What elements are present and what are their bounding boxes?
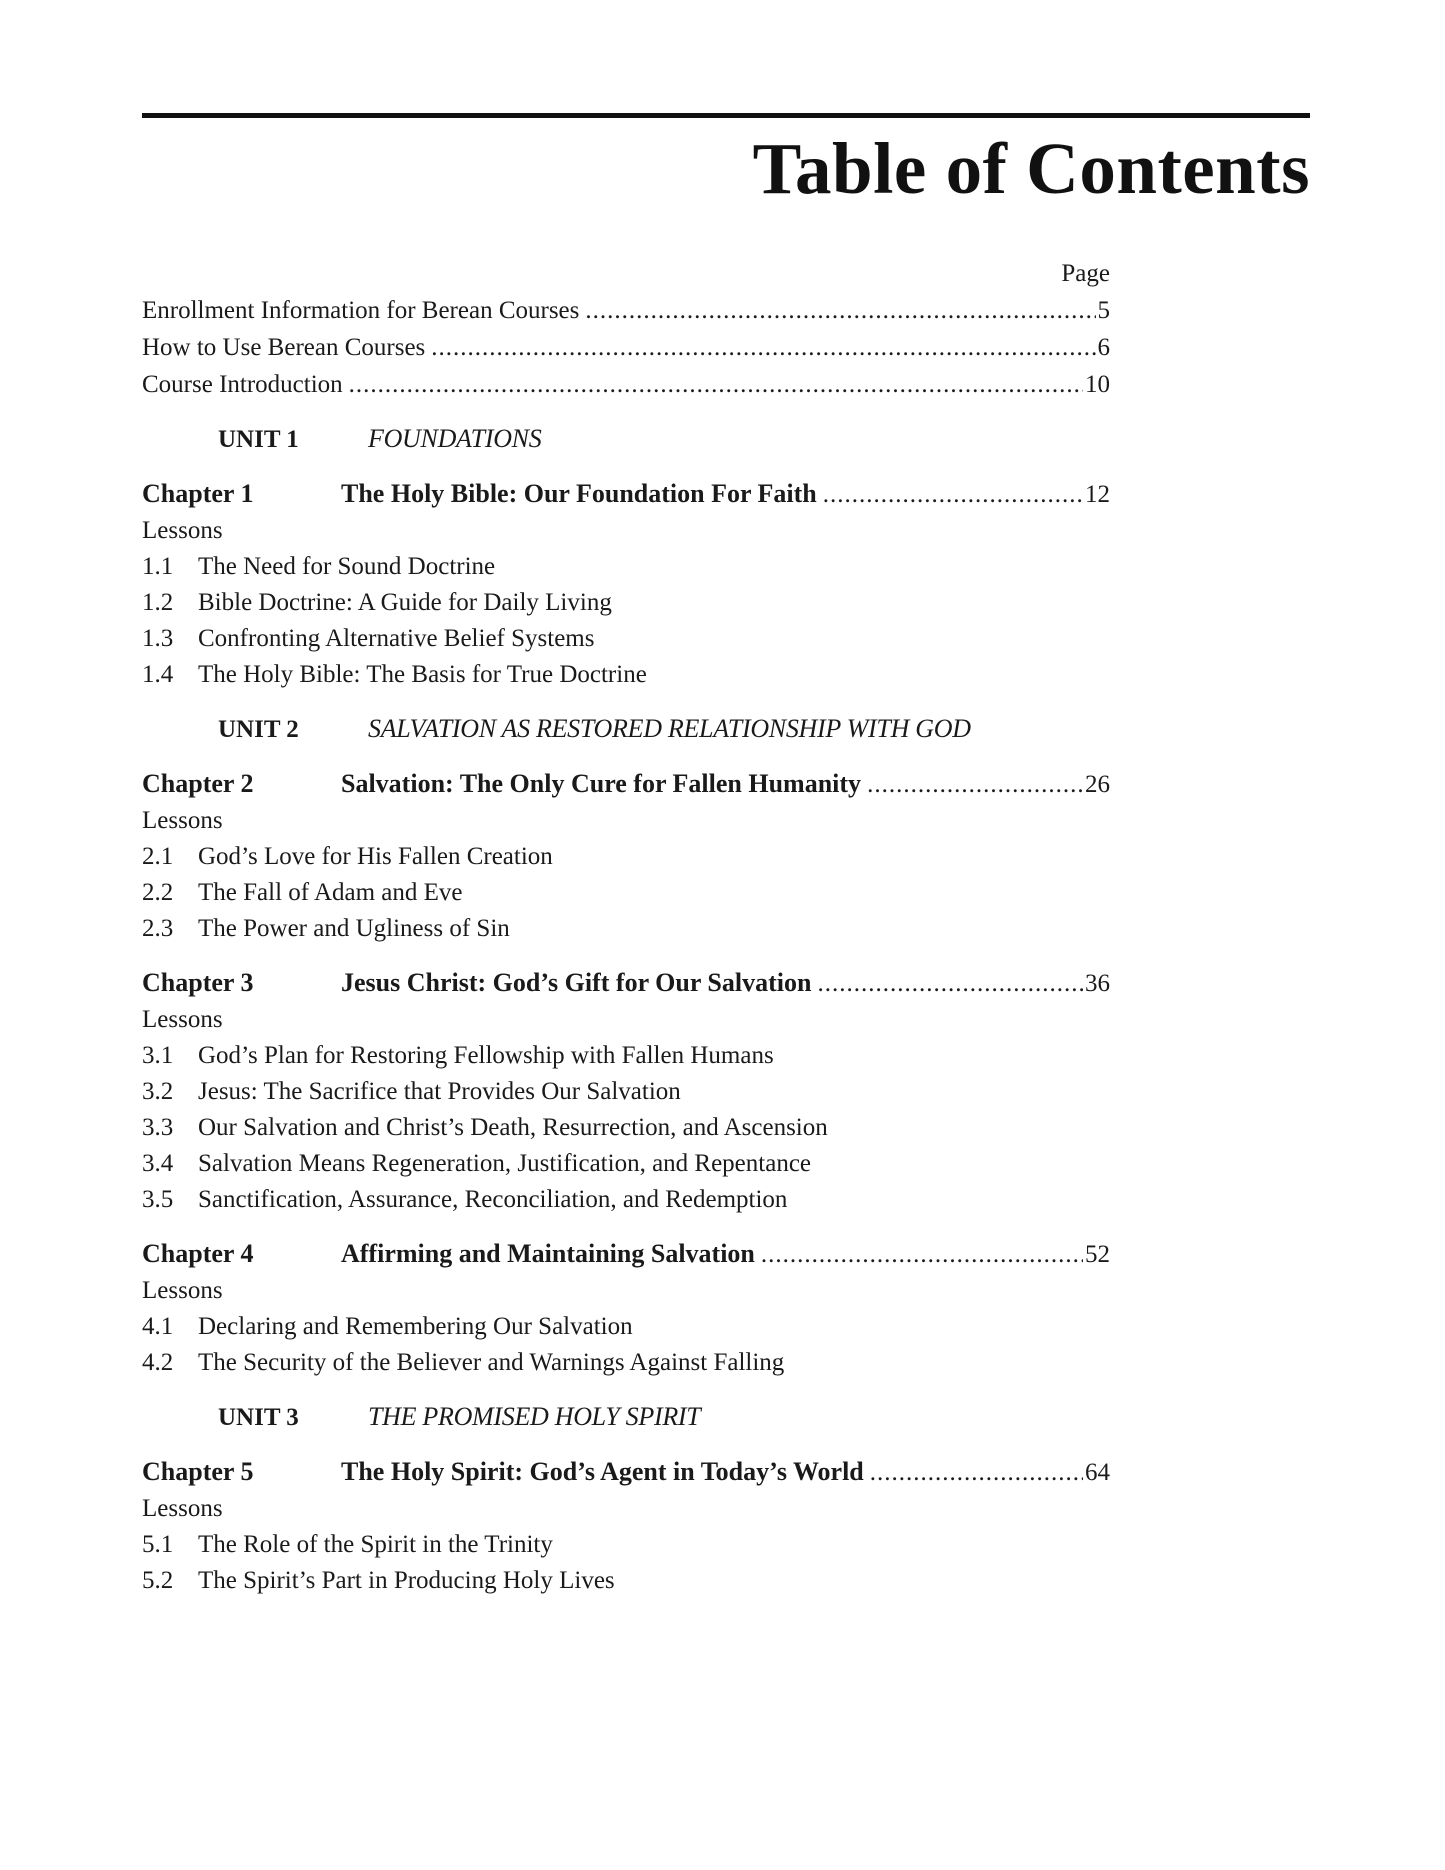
unit-heading xyxy=(142,710,1110,748)
dot-leader xyxy=(349,366,1083,403)
chapter-title: The Holy Bible: Our Foundation For Faith xyxy=(341,479,817,508)
lesson-number: 5.1 xyxy=(142,1531,174,1558)
lesson-title: Salvation Means Regeneration, Justification, and Repentance xyxy=(198,1150,812,1177)
lesson-title: God’s Plan for Restoring Fellowship with Fallen Humans xyxy=(198,1042,774,1069)
unit-number: UNIT 2 xyxy=(218,716,299,743)
lesson-number: 3.1 xyxy=(142,1042,174,1069)
lesson-title: Declaring and Remembering Our Salvation xyxy=(198,1313,633,1340)
lesson-item xyxy=(142,1074,1110,1110)
chapter-entry xyxy=(142,964,1110,1002)
chapter-page: 36 xyxy=(1085,970,1110,997)
lesson-item xyxy=(142,1182,1110,1218)
unit-name: SALVATION AS RESTORED RELATIONSHIP WITH GOD xyxy=(368,714,971,743)
chapter-number: Chapter 2 xyxy=(142,769,254,798)
lesson-title: The Holy Bible: The Basis for True Doctrine xyxy=(198,661,647,688)
top-rule xyxy=(142,113,1310,118)
chapter-page: 12 xyxy=(1085,481,1110,508)
toc-entry xyxy=(142,329,1110,366)
lesson-number: 3.5 xyxy=(142,1186,174,1213)
unit-name: FOUNDATIONS xyxy=(368,424,542,453)
chapter-number: Chapter 1 xyxy=(142,479,254,508)
dot-leader xyxy=(585,292,1095,329)
chapter-title: Affirming and Maintaining Salvation xyxy=(341,1239,755,1268)
table-of-contents xyxy=(142,256,1110,1599)
entry-label: How to Use Berean Courses xyxy=(142,334,426,361)
lesson-item xyxy=(142,1146,1110,1182)
lesson-title: Sanctification, Assurance, Reconciliation, and Redemption xyxy=(198,1186,788,1213)
lesson-item xyxy=(142,1110,1110,1146)
lesson-title: Jesus: The Sacrifice that Provides Our Salvation xyxy=(198,1078,681,1105)
lesson-number: 2.3 xyxy=(142,915,174,942)
lesson-title: The Power and Ugliness of Sin xyxy=(198,915,510,942)
lessons-label: Lessons xyxy=(142,517,223,544)
chapter-title: Jesus Christ: God’s Gift for Our Salvation xyxy=(341,968,812,997)
chapter-number: Chapter 5 xyxy=(142,1457,254,1486)
lessons-label: Lessons xyxy=(142,1495,223,1522)
lesson-title: The Security of the Believer and Warnings Against Falling xyxy=(198,1349,785,1376)
lesson-number: 5.2 xyxy=(142,1567,174,1594)
dot-leader xyxy=(817,965,1083,1003)
unit-name: THE PROMISED HOLY SPIRIT xyxy=(368,1402,701,1431)
unit-heading xyxy=(142,1398,1110,1436)
lesson-title: God’s Love for His Fallen Creation xyxy=(198,843,553,870)
toc-entry xyxy=(142,292,1110,329)
chapter-title: Salvation: The Only Cure for Fallen Humanity xyxy=(341,769,862,798)
dot-leader xyxy=(823,476,1083,514)
lesson-item xyxy=(142,1563,1110,1599)
lesson-number: 1.2 xyxy=(142,589,174,616)
lesson-item xyxy=(142,875,1110,911)
lesson-number: 4.2 xyxy=(142,1349,174,1376)
dot-leader xyxy=(431,329,1095,366)
lesson-item xyxy=(142,585,1110,621)
dot-leader xyxy=(867,766,1083,804)
chapter-number: Chapter 3 xyxy=(142,968,254,997)
lesson-item xyxy=(142,621,1110,657)
lessons-label: Lessons xyxy=(142,807,223,834)
lesson-number: 4.1 xyxy=(142,1313,174,1340)
entry-label: Course Introduction xyxy=(142,371,343,398)
lesson-title: The Spirit’s Part in Producing Holy Lives xyxy=(198,1567,615,1594)
page-title: Table of Contents xyxy=(752,128,1310,209)
lesson-number: 3.2 xyxy=(142,1078,174,1105)
lesson-title: The Fall of Adam and Eve xyxy=(198,879,463,906)
lesson-title: The Need for Sound Doctrine xyxy=(198,553,496,580)
lesson-number: 1.1 xyxy=(142,553,174,580)
lesson-item xyxy=(142,657,1110,693)
lessons-label: Lessons xyxy=(142,1006,223,1033)
dot-leader xyxy=(761,1236,1083,1274)
lesson-number: 3.4 xyxy=(142,1150,174,1177)
entry-page: 6 xyxy=(1097,334,1110,361)
toc-entry xyxy=(142,366,1110,403)
lesson-number: 2.1 xyxy=(142,843,174,870)
lesson-number: 3.3 xyxy=(142,1114,174,1141)
chapter-page: 52 xyxy=(1085,1241,1110,1268)
lesson-title: Bible Doctrine: A Guide for Daily Living xyxy=(198,589,612,616)
unit-number: UNIT 3 xyxy=(218,1404,299,1431)
lesson-title: Confronting Alternative Belief Systems xyxy=(198,625,595,652)
chapter-page: 26 xyxy=(1085,771,1110,798)
entry-page: 10 xyxy=(1085,371,1110,398)
unit-number: UNIT 1 xyxy=(218,426,299,453)
chapter-entry xyxy=(142,1453,1110,1491)
entry-label: Enrollment Information for Berean Courses xyxy=(142,297,580,324)
lesson-item xyxy=(142,549,1110,585)
chapter-page: 64 xyxy=(1085,1459,1110,1486)
lesson-item xyxy=(142,1527,1110,1563)
chapter-entry xyxy=(142,765,1110,803)
lesson-number: 1.3 xyxy=(142,625,174,652)
lesson-title: The Role of the Spirit in the Trinity xyxy=(198,1531,553,1558)
unit-heading xyxy=(142,420,1110,458)
lesson-number: 2.2 xyxy=(142,879,174,906)
page-column-header: Page xyxy=(1061,260,1110,287)
lesson-number: 1.4 xyxy=(142,661,174,688)
lesson-item xyxy=(142,1309,1110,1345)
entry-page: 5 xyxy=(1097,297,1110,324)
lesson-item xyxy=(142,1038,1110,1074)
lesson-title: Our Salvation and Christ’s Death, Resurrection, and Ascension xyxy=(198,1114,828,1141)
dot-leader xyxy=(870,1454,1083,1492)
chapter-entry xyxy=(142,475,1110,513)
lessons-label: Lessons xyxy=(142,1277,223,1304)
lesson-item xyxy=(142,911,1110,947)
chapter-title: The Holy Spirit: God’s Agent in Today’s World xyxy=(341,1457,864,1486)
chapter-entry xyxy=(142,1235,1110,1273)
lesson-item xyxy=(142,1345,1110,1381)
chapter-number: Chapter 4 xyxy=(142,1239,254,1268)
lesson-item xyxy=(142,839,1110,875)
